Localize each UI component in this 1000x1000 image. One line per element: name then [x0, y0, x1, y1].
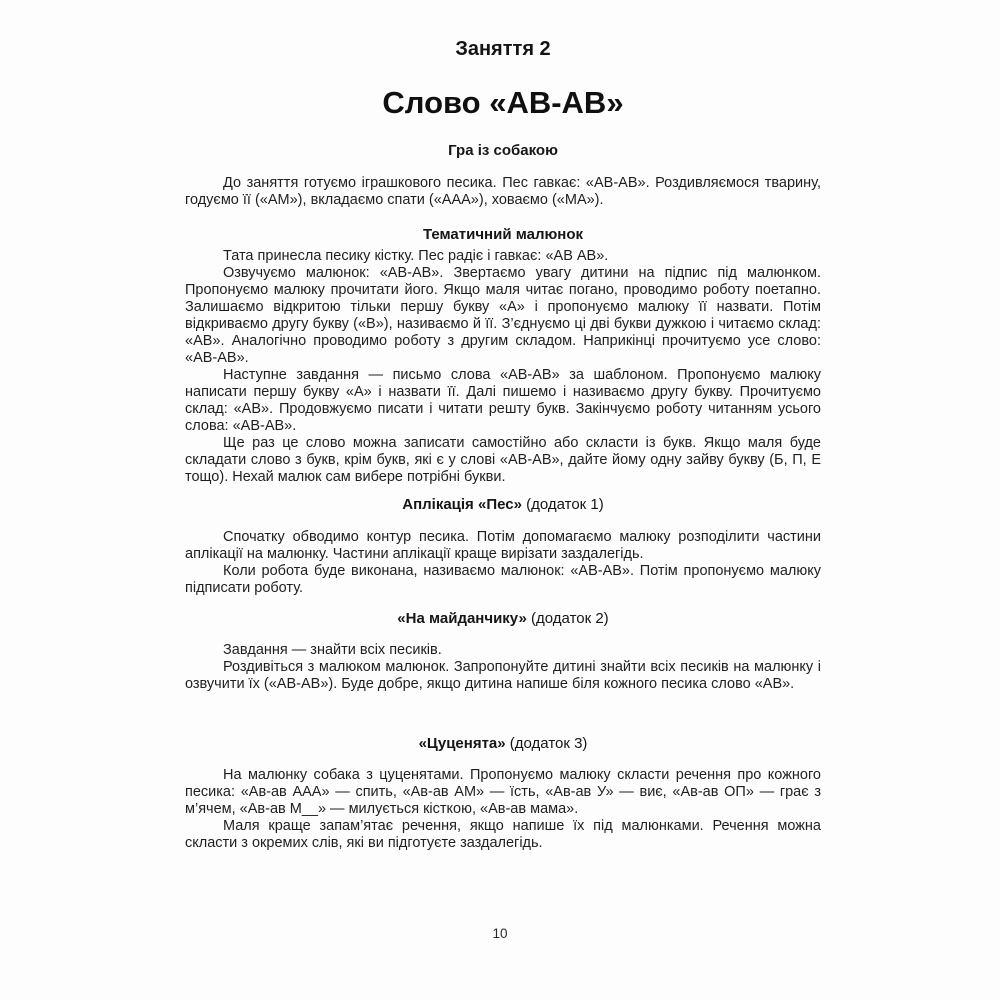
section-heading-suffix: (додаток 3) [505, 735, 588, 752]
section-heading-suffix: (додаток 2) [526, 610, 609, 627]
page-number: 10 [492, 926, 508, 941]
section-heading-tematychnyi-malyunok [185, 226, 821, 244]
section-heading-bold: Гра із собакою [448, 142, 558, 159]
lesson-heading: Заняття 2 [455, 38, 551, 60]
paragraph: Роздивіться з малюком малюнок. Запропонуйте дитині знайти всіх песиків на малюнку і озвучити їх («АВ-АВ»). Буде добре, якщо дитина напише біля кожного песика слово «АВ». [185, 659, 821, 692]
section-heading-bold: «На майданчику» [397, 610, 527, 627]
paragraph: Завдання — знайти всіх песиків. [223, 642, 442, 658]
section-heading-aplikatsiya-pes [185, 496, 821, 514]
paragraph: Ще раз це слово можна записати самостійно або скласти із букв. Якщо маля буде складати слово з букв, крім букв, які є у слові «АВ-АВ», дайте йому одну зайву букву (Б, П, Е тощо). Нехай малюк сам вибере потрібні букви. [185, 435, 821, 485]
page-content [185, 0, 821, 852]
section-heading-bold: «Цуценята» [418, 735, 506, 752]
page-title: Слово «АВ-АВ» [382, 85, 624, 120]
section-heading-bold: Тематичний малюнок [422, 226, 584, 243]
paragraph: Маля краще запам’ятає речення, якщо напише їх під малюнками. Речення можна скласти з окремих слів, які ви підготуєте заздалегідь. [185, 818, 821, 851]
paragraph: На малюнку собака з цуценятами. Пропонуємо малюку скласти речення про кожного песика: «Ав-ав ААА» — спить, «Ав-ав АМ» — їсть, «Ав-ав У» — виє, «Ав-ав ОП» — грає з м’ячем, «Ав-ав М__» — милується кісткою, «Ав-ав мама». [185, 767, 821, 817]
paragraph: Спочатку обводимо контур песика. Потім допомагаємо малюку розподілити частини аплікації на малюнку. Частини аплікації краще вирізати заздалегідь. [185, 529, 821, 562]
paragraph: Наступне завдання — письмо слова «АВ-АВ» за шаблоном. Пропонуємо малюку написати першу букву «А» і назвати її. Далі пишемо і називаємо другу букву. Прочитуємо склад: «АВ». Продовжуємо писати і читати решту букв. Закінчуємо роботу читанням усього слова: «АВ-АВ». [185, 367, 821, 434]
section-heading-suffix: (додаток 1) [521, 496, 604, 513]
section-heading-na-maidanchyku [185, 610, 821, 628]
paragraph: Озвучуємо малюнок: «АВ-АВ». Звертаємо увагу дитини на підпис під малюнком. Пропонуємо малюку прочитати його. Якщо маля читає погано, проводимо роботу поетапно. Залишаємо відкритою тільки першу букву «А» і пропонуємо малюку її назвати. Потім відкриваємо другу букву («В»), називаємо й її. З’єднуємо ці дві букви дужкою і читаємо склад: «АВ». Аналогічно проводимо роботу з другим складом. Наприкінці прочитуємо усе слово: «АВ-АВ». [185, 265, 821, 366]
section-heading-bold: Аплікація «Пес» [402, 496, 522, 513]
paragraph: Коли робота буде виконана, називаємо малюнок: «АВ-АВ». Потім пропонуємо малюку підписати роботу. [185, 563, 821, 596]
section-heading-gra-iz-sobakoyu [185, 142, 821, 160]
paragraph: Тата принесла песику кістку. Пес радіє і гавкає: «АВ АВ». [223, 248, 609, 264]
section-heading-tsutsenyata [185, 735, 821, 753]
paragraph: До заняття готуємо іграшкового песика. Пес гавкає: «АВ-АВ». Роздивляємося тварину, годуємо її («АМ»), вкладаємо спати («ААА»), ховаємо («МА»). [185, 175, 821, 208]
